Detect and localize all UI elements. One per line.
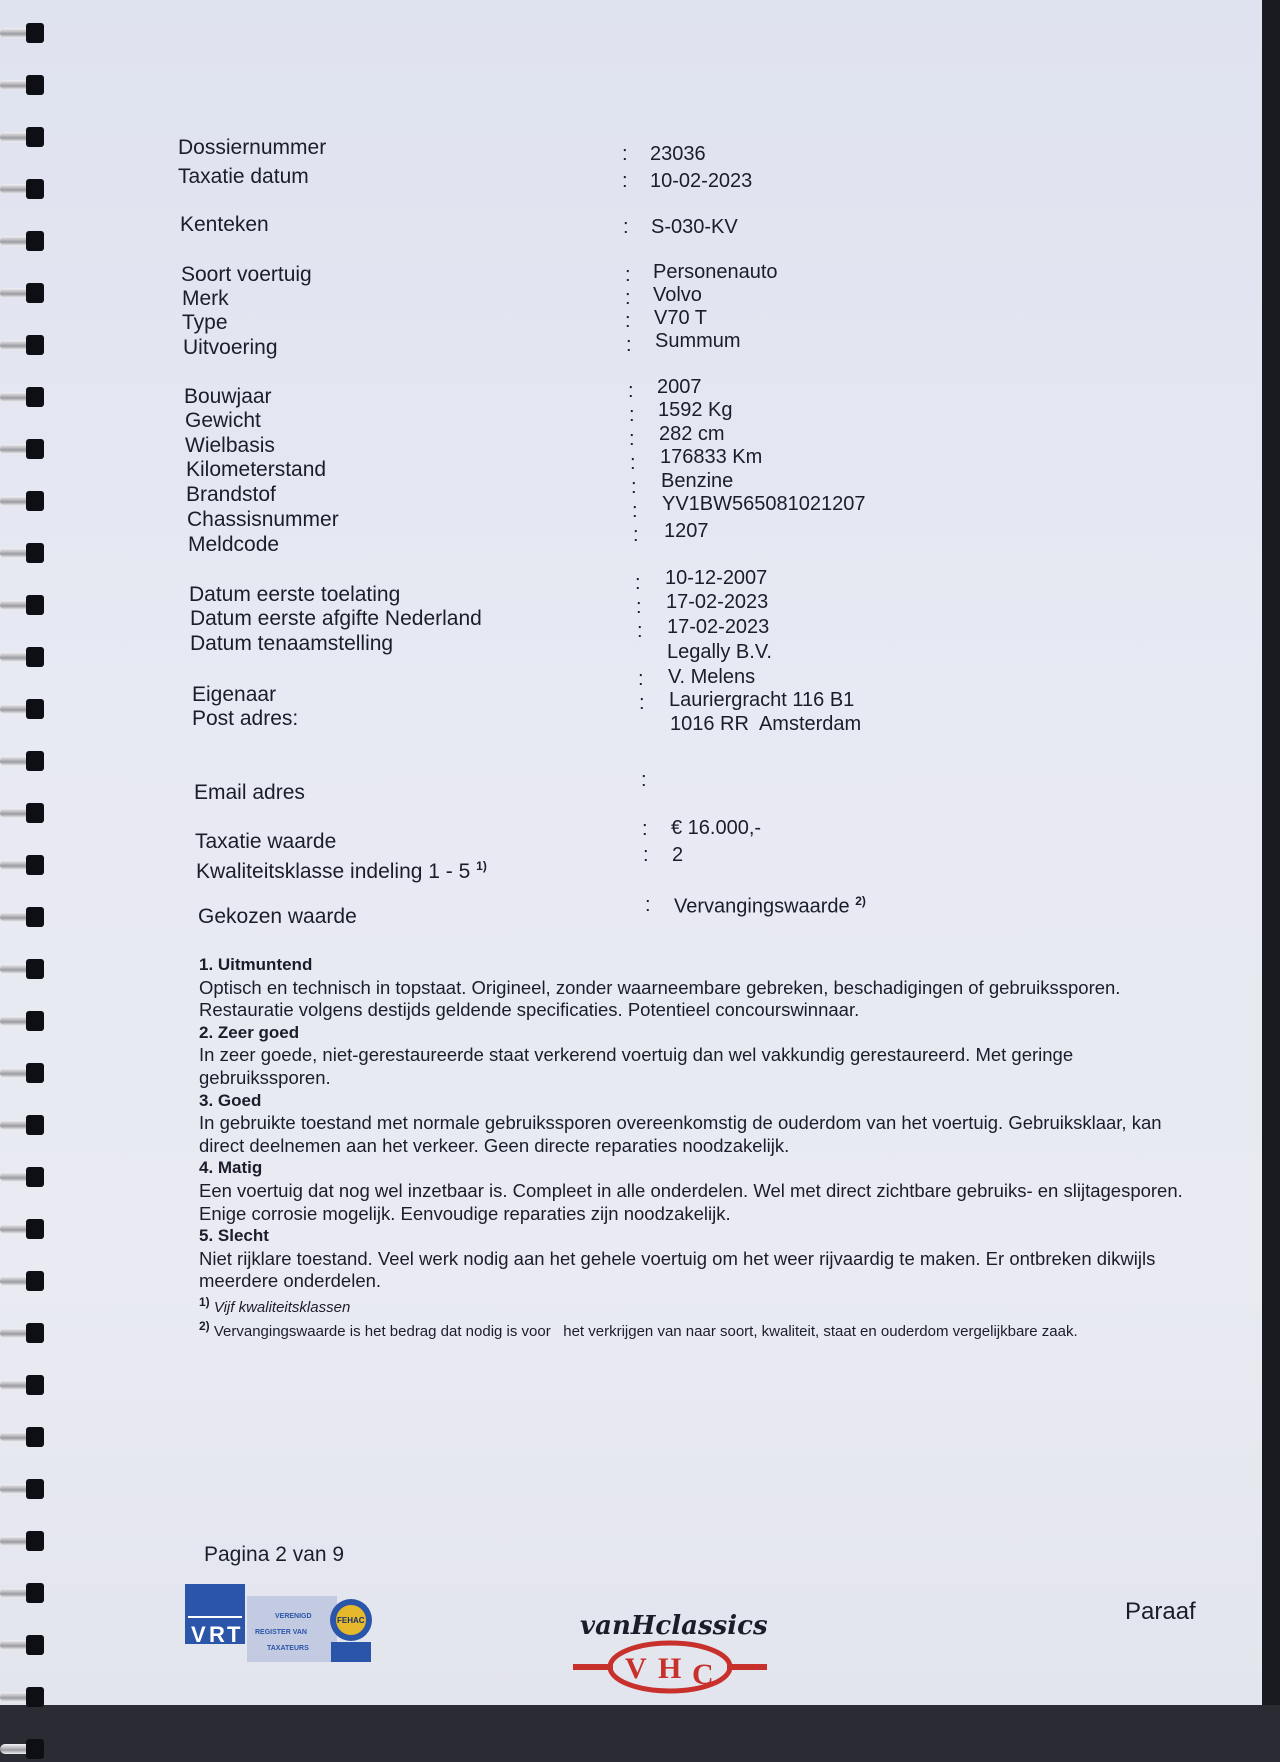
footnote-2: $^{2)}$ Vervangingswaarde is het bedrag dat nodig is voor het verkrijgen van naar soort, kwaliteit, staat en ouderdom vergelijkbare zaak.: [199, 1318, 1078, 1340]
label-email-adres: Email adres: [194, 781, 305, 804]
colon: :: [628, 380, 634, 402]
vhc-letter: V: [625, 1652, 647, 1685]
value-taxatie-waarde: € 16.000,-: [671, 817, 762, 839]
class-heading: 3. Goed: [199, 1090, 262, 1110]
value-meldcode: 1207: [664, 520, 709, 542]
vhc-letter: C: [692, 1658, 714, 1691]
label-bouwjaar: Bouwjaar: [184, 385, 272, 408]
vhc-letter: H: [658, 1652, 682, 1685]
value-gewicht: 1592 Kg: [658, 399, 733, 421]
value-taxatie-datum: 10-02-2023: [650, 170, 753, 192]
colon: :: [633, 524, 639, 546]
label-uitvoering: Uitvoering: [183, 336, 278, 359]
vrt-logo: [185, 1582, 375, 1668]
class-heading: 1. Uitmuntend: [199, 955, 313, 974]
value-datum-tenaamstelling: 17-02-2023: [667, 616, 770, 638]
value-chassisnummer: YV1BW565081021207: [662, 493, 866, 515]
label-chassisnummer: Chassisnummer: [187, 508, 339, 531]
value-dossiernummer: 23036: [650, 143, 706, 165]
fehac-seal-text: FEHAC: [337, 1616, 365, 1625]
class-text: In zeer goede, niet-gerestaureerde staat verkerend voertuig dan wel vakkundig gerestaureerd. Met geringe gebruikssporen.: [199, 1044, 1074, 1088]
class-heading: 2. Zeer goed: [199, 1022, 300, 1042]
colon: :: [645, 894, 651, 916]
colon: :: [637, 620, 643, 642]
vrt-text: TAXATEURS: [267, 1645, 309, 1652]
value-bouwjaar: 2007: [657, 376, 702, 398]
colon: :: [632, 500, 638, 522]
value-kwaliteitsklasse: 2: [672, 844, 684, 866]
footnote-mark-1: 1): [476, 859, 487, 873]
value-eigenaar-line2: V. Melens: [668, 666, 756, 688]
colon: :: [639, 692, 645, 714]
value-post-adres-line1: Lauriergracht 116 B1: [669, 689, 855, 711]
label-gekozen-waarde: Gekozen waarde: [198, 905, 357, 928]
footnote-mark-2: 2): [855, 894, 866, 908]
colon: :: [635, 572, 641, 594]
class-text: Een voertuig dat nog wel inzetbaar is. Compleet in alle onderdelen. Wel met direct zichtbare gebruiks- en slijtagesporen. Enige corrosie mogelijk. Eenvoudige reparaties zijn noodzakelijk.: [199, 1179, 1183, 1224]
label-datum-tenaamstelling: Datum tenaamstelling: [190, 632, 394, 655]
label-taxatie-waarde: Taxatie waarde: [195, 830, 337, 853]
class-heading: 4. Matig: [199, 1158, 263, 1178]
vhc-logo: [565, 1602, 775, 1705]
colon: :: [631, 476, 637, 498]
label-kenteken: Kenteken: [180, 213, 269, 236]
value-wielbasis: 282 cm: [659, 423, 725, 445]
value-merk: Volvo: [653, 284, 702, 306]
value-post-adres-line2: 1016 RR Amsterdam: [670, 713, 862, 735]
label-dossiernummer: Dossiernummer: [178, 136, 327, 159]
colon: :: [636, 596, 642, 618]
colon: :: [622, 143, 628, 165]
value-eigenaar-line1: Legally B.V.: [667, 641, 772, 663]
value-datum-eerste-toelating: 10-12-2007: [665, 567, 768, 589]
value-brandstof: Benzine: [661, 470, 734, 492]
vrt-text: VERENIGD: [275, 1613, 312, 1620]
colon: :: [622, 170, 628, 192]
class-text: In gebruikte toestand met normale gebruikssporen overeenkomstig de ouderdom van het voertuig. Gebruiksklaar, kan direct deelnemen aan het verkeer. Geen directe reparaties noodzakelijk.: [199, 1112, 1162, 1156]
vrt-text: REGISTER VAN: [255, 1629, 307, 1636]
footnote-1: $^{1)}$ Vijf kwaliteitsklassen: [199, 1294, 351, 1316]
value-gekozen-waarde: Vervangingswaarde $^{2)}$: [674, 894, 866, 918]
colon: :: [625, 264, 631, 286]
binding-ring: [0, 1736, 52, 1762]
label-kilometerstand: Kilometerstand: [186, 458, 327, 481]
vrt-letter: T: [227, 1622, 241, 1647]
label-soort-voertuig: Soort voertuig: [181, 263, 312, 286]
class-heading: 5. Slecht: [199, 1226, 269, 1246]
label-datum-eerste-toelating: Datum eerste toelating: [189, 583, 401, 606]
class-text: Niet rijklare toestand. Veel werk nodig aan het gehele voertuig om het weer rijvaardig te maken. Er ontbreken dikwijls meerdere onderdelen.: [199, 1247, 1156, 1292]
quality-classes: [199, 954, 1199, 1341]
vrt-letter: R: [209, 1622, 225, 1647]
value-type: V70 T: [654, 307, 707, 329]
colon: :: [641, 769, 647, 791]
vhc-script: vanHclassics: [580, 1611, 768, 1641]
background-edge: [1262, 0, 1280, 1705]
value-kenteken: S-030-KV: [651, 216, 738, 238]
colon: :: [642, 818, 648, 840]
label-type: Type: [182, 311, 228, 334]
paraaf-label: Paraaf: [1125, 1598, 1196, 1625]
colon: :: [638, 668, 644, 690]
label-brandstof: Brandstof: [186, 483, 276, 506]
label-taxatie-datum: Taxatie datum: [178, 165, 309, 188]
label-meldcode: Meldcode: [188, 533, 280, 556]
label-merk: Merk: [182, 287, 229, 310]
value-uitvoering: Summum: [655, 330, 741, 352]
colon: :: [626, 334, 632, 356]
class-text: Optisch en technisch in topstaat. Origineel, zonder waarneembare gebreken, beschadigingen of gebruikssporen. Restauratie volgens destijds geldende specificaties. Potentieel concourswinnaar.: [199, 976, 1121, 1021]
label-eigenaar: Eigenaar: [192, 683, 277, 706]
label-post-adres: Post adres:: [192, 707, 299, 730]
colon: :: [629, 404, 635, 426]
vrt-letter: V: [191, 1622, 206, 1647]
colon: :: [630, 452, 636, 474]
label-wielbasis: Wielbasis: [185, 434, 275, 457]
colon: :: [629, 428, 635, 450]
value-soort-voertuig: Personenauto: [653, 261, 778, 283]
label-kwaliteitsklasse: Kwaliteitsklasse indeling 1 - 5 $^{1)}$: [196, 859, 487, 883]
page-number: Pagina 2 van 9: [204, 1543, 345, 1566]
value-kilometerstand: 176833 Km: [660, 446, 763, 468]
colon: :: [625, 287, 631, 309]
colon: :: [625, 310, 631, 332]
label-datum-eerste-afgifte: Datum eerste afgifte Nederland: [190, 607, 482, 630]
colon: :: [623, 216, 629, 238]
colon: :: [643, 844, 649, 866]
value-datum-eerste-afgifte: 17-02-2023: [666, 591, 769, 613]
label-gewicht: Gewicht: [185, 409, 261, 432]
